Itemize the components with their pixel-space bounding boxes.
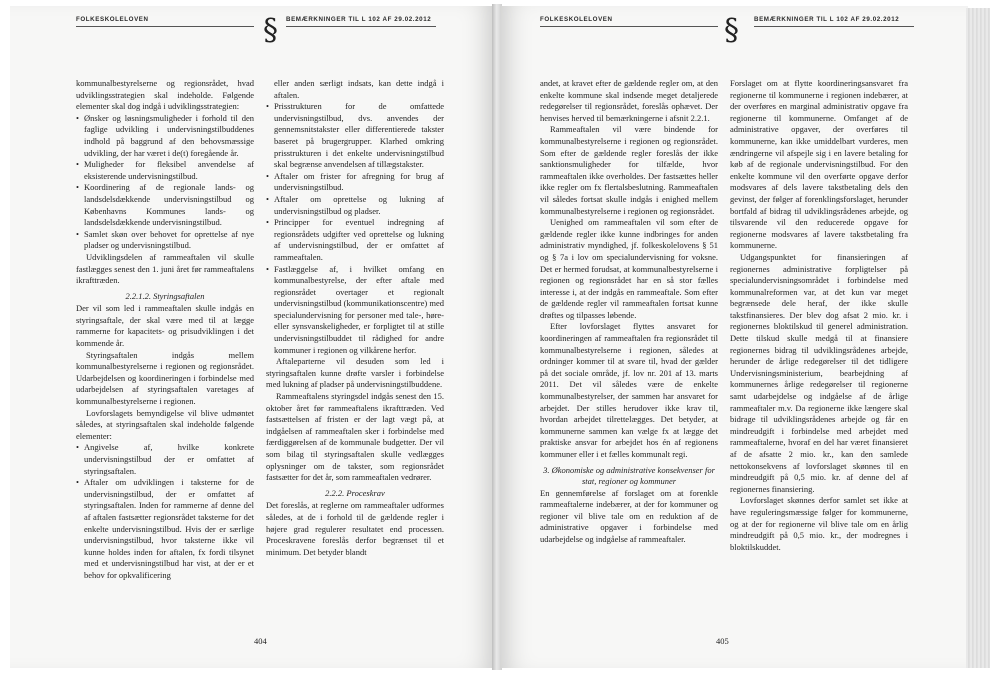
paragraph: Udviklingsdelen af rammeaftalen vil skulle fastlægges senest den 1. juni året før rammeaftalens ikrafttræden. bbox=[76, 251, 254, 286]
running-header-right: BEMÆRKNINGER TIL L 102 AF 29.02.2012 bbox=[286, 16, 432, 23]
list-item: • Muligheder for fleksibel anvendelse af eksisterende undervisningstilbud. bbox=[76, 159, 254, 182]
paragraph: Uenighed om rammeaftalen vil som efter de gældende regler ikke kunne indbringes for anden administrativ myndighed, jf. folkeskolelovens § 51 og § 7a i lov om specialundervisning for voksne. Det er hermed forudsat, at kommunalbestyrelserne i regionen og regionsrådet har en så stor fælles interesse i, at der indgås en rammeaftale. Som efter de gældende regler vil rammeaftalen fortsat kunne drøftes og tilpasses løbende. bbox=[540, 217, 718, 320]
section-heading: 3. Økonomiske og administrative konsekvenser for stat, regioner og kommuner bbox=[543, 464, 715, 486]
section-heading: 2.2.2. Proceskrav bbox=[325, 487, 385, 498]
paragraph: eller anden særligt indsats, kan dette indgå i aftalen. bbox=[274, 78, 444, 100]
header-rule bbox=[76, 26, 254, 27]
left-column-2 bbox=[266, 78, 444, 558]
list-item: • Prisstrukturen for de omfattede undervisningstilbud, dvs. anvendes der gennemsnitstakster eller differentierede takster baseret på brugergrupper. Klarhed omkring prisstrukturen i det enkelte undervisningstilbud skal begrænse anvendelsen af tillægstakster. bbox=[266, 101, 444, 171]
right-column-2 bbox=[730, 78, 908, 553]
paragraph: En gennemførelse af forslaget om at forenkle rammeaftalerne indebærer, at der for kommuner og regioner vil blive tale om en reduktion af de administrative opgaver i forbindelse med udarbejdelse og indgåelse af rammeaftaler. bbox=[540, 487, 718, 544]
right-column-1 bbox=[540, 78, 718, 546]
running-header-left: FOLKESKOLELOVEN bbox=[76, 16, 149, 23]
list-item: • Fastlæggelse af, i hvilket omfang en kommunalbestyrelse, der efter aftale med regionsrådet overtager et regionalt undervisningstilbud (kommunikationscentre) med specialundervisning for personer med tale-, høre- eller synsvanskeligheder, er forpligtet til at stille undervisningstilbuddet til rådighed for andre kommuner i regionen og vilkårene herfor. bbox=[266, 264, 444, 357]
running-header-left: FOLKESKOLELOVEN bbox=[540, 16, 613, 23]
page-number: 405 bbox=[716, 636, 729, 646]
paragraph: kommunalbestyrelserne og regionsrådet, hvad udviklingsstrategien skal indeholde. Følgende elementer skal dog indgå i udviklingsstrategien: bbox=[76, 78, 254, 112]
list-item: • Aftaler om udviklingen i taksterne for de undervisningstilbud, der er omfattet af styringsaftalen. Inden for rammerne af denne del af aftalen fastsætter regionsrådet taksterne for det enkelte undervisningstilbud. Hvis der er særlige undervisningstilbud, hvor taksterne ikke vil kunne holdes inden for aftalen, fx fordi tilsynet med et undervisningstilbud har vist, at der er et behov for opkvalificering bbox=[76, 477, 254, 581]
paragraph: Det foreslås, at reglerne om rammeaftaler udformes således, at de i forhold til de gældende regler i højere grad regulerer resultatet end processen. Proceskravene foreslås derfor begrænset til et minimum. Det betyder blandt bbox=[266, 500, 444, 557]
bullet-list bbox=[266, 101, 444, 356]
page-number: 404 bbox=[254, 636, 267, 646]
paragraph: Lovforslagets bemyndigelse vil blive udmøntet således, at styringsaftalen skal indeholde følgende elementer: bbox=[76, 407, 254, 441]
left-column-1 bbox=[76, 78, 254, 582]
header-rule bbox=[754, 26, 914, 27]
list-item: • Koordinering af de regionale lands- og landsdelsdækkende undervisningstilbud og Københavns Kommunes lands- og landsdelsdækkende undervisningstilbud. bbox=[76, 182, 254, 228]
list-item: • Ønsker og løsningsmuligheder i forhold til den faglige udvikling i undervisningstilbuddenes indhold på baggrund af den behovsmæssige udvikling, der har været i de(t) foregående år. bbox=[76, 113, 254, 159]
header-rule bbox=[286, 26, 436, 27]
list-item: • Samlet skøn over behovet for oprettelse af nye pladser og undervisningstilbud. bbox=[76, 229, 254, 252]
bullet-list bbox=[76, 442, 254, 581]
right-page bbox=[500, 6, 968, 668]
bullet-list bbox=[76, 113, 254, 252]
paragraph: Rammeaftalens styringsdel indgås senest den 15. oktober året før rammeaftalens ikrafttræden. Ved fastsættelsen af fristen er der lagt vægt på, at indgåelsen af rammeaftalen sker i forbindelse med færdiggørelsen af de kommunale budgetter. Der vil som bilag til styringsaftalen skulle vedlægges oplysninger om de takster, som regionsrådet fastsætter for det år, som rammeaftalen vedrører. bbox=[266, 391, 444, 483]
paragraph: Styringsaftalen indgås mellem kommunalbestyrelserne i regionen og regionsrådet. Udarbejdelsen og koordineringen i forbindelse med udarbejdelsen af styringsaftalen varetages af kommunalbestyrelserne i regionen. bbox=[76, 349, 254, 407]
list-item: • Aftaler om oprettelse og lukning af undervisningstilbud og pladser. bbox=[266, 194, 444, 217]
paragraph: Forslaget om at flytte koordineringsansvaret fra regionerne til kommunerne i regionen indebærer, at der overføres en marginal administrativ opgave fra regionerne til kommunerne. Omfanget af de administrative opgaver, der overføres til kommunerne, kan ikke umiddelbart vurderes, men ændringerne vil afspejle sig i en lavere betaling for køb af de regionale undervisningstilbud. For den enkelte kommune vil den overførte opgave derfor modsvares af dels lavere takstbetaling dels den gevinst, der følger af forenklingsforslaget, herunder bortfald af bidrag til udviklingsrådenes arbejde, og tilsvarende vil den reducerede opgave for regionerne modsvares af lavere takstbetaling fra kommunerne. bbox=[730, 78, 908, 251]
running-header-right: BEMÆRKNINGER TIL L 102 AF 29.02.2012 bbox=[754, 16, 900, 23]
left-page bbox=[10, 6, 494, 668]
paragraph: Rammeaftalen vil være bindende for kommunalbestyrelserne i regionen og regionsrådet. Som efter de gældende regler foreslås der ikke sanktionsmuligheder for tilfælde, hvor rammeaftalen ikke overholdes. Der fastsættes heller ikke regler om fx flertalsbeslutning. Rammeaftalen vil således fortsat skulle indgås i enighed mellem kommunalbestyrelserne i regionen og regionsrådet. bbox=[540, 124, 718, 216]
section-heading: 2.2.1.2. Styringsaftalen bbox=[125, 290, 205, 301]
section-sign-emblem: § bbox=[724, 13, 739, 48]
page-block-edge bbox=[966, 8, 990, 668]
paragraph: Efter lovforslaget flyttes ansvaret for koordineringen af rammeaftalen fra regionsrådet til kommunalbestyrelserne i regionen, således at ordninger kommer til at svare til, hvad der gælder på det sociale område, jf. lov nr. 201 af 13. marts 2011. Det vil således være de enkelte kommunalbestyrelser, der sammen har ansvaret for arbejdet. Der stilles herudover ikke krav til, hvordan arbejdet tilrettelægges. Det betyder, at kommunerne sammen kan vælge fx at lægge det praktiske ansvar for arbejdet hos én af regionens kommuner eller i et fælles kommunalt regi. bbox=[540, 321, 718, 459]
paragraph: andet, at kravet efter de gældende regler om, at den enkelte kommune skal indsende meget detaljerede redegørelser til regionsrådet, foreslås ophævet. Der henvises herved til bemærkningerne i afsnit 2.2.1. bbox=[540, 78, 718, 123]
paragraph: Udgangspunktet for finansieringen af regionernes administrative forpligtelser på specialundervisningsområdet i forbindelse med kommunalreformen var, at det kun var meget begrænsede dele heraf, der ikke skulle takstfinansieres. Der blev dog afsat 2 mio. kr. i regionernes bloktilskud til generel administration. Dette tilskud skulle medgå til at finansiere regionernes bidrag til udviklingsrådenes arbejde, herunder de årlige redegørelser til det tidligere Undervisningsministerium, bearbejdning af kommunernes årlige redegørelser til regionerne samt udarbejdelse og indgåelse af de årlige rammeaftaler m.v. Da regionerne ikke længere skal bidrage til udviklingsrådenes arbejde og får en mindreudgift i forbindelse med arbejdet med rammeaftalerne, hvoraf en del har været finansieret af de afsatte 2 mio. kr., kan den samlede nettokonsekvens af lovforslaget skønnes til en mindreudgift på 0,5 mio. kr. af denne del af regionernes finansiering. bbox=[730, 251, 908, 494]
header-rule bbox=[540, 26, 718, 27]
paragraph: Lovforslaget skønnes derfor samlet set ikke at have reguleringsmæssige følger for kommunerne, og at der for regionerne vil blive tale om en årlig mindreudgift på 0,5 mio. kr., der modregnes i bloktilskuddet. bbox=[730, 495, 908, 552]
paragraph: Aftaleparterne vil desuden som led i styringsaftalen kunne drøfte varsler i forbindelse med lukning af pladser på undervisningstilbuddene. bbox=[266, 356, 444, 390]
paragraph: Der vil som led i rammeaftalen skulle indgås en styringsaftale, der skal være med til at lægge rammerne for kapacitets- og prisudviklingen i det kommende år. bbox=[76, 303, 254, 349]
list-item: • Angivelse af, hvilke konkrete undervisningstilbud der er omfattet af styringsaftalen. bbox=[76, 442, 254, 477]
list-item: • Principper for eventuel indregning af regionsrådets udgifter ved oprettelse og lukning af undervisningstilbud, der er omfattet af rammeaftalen. bbox=[266, 217, 444, 263]
list-item: • Aftaler om frister for afregning for brug af undervisningstilbud. bbox=[266, 171, 444, 194]
section-sign-emblem: § bbox=[263, 13, 278, 48]
